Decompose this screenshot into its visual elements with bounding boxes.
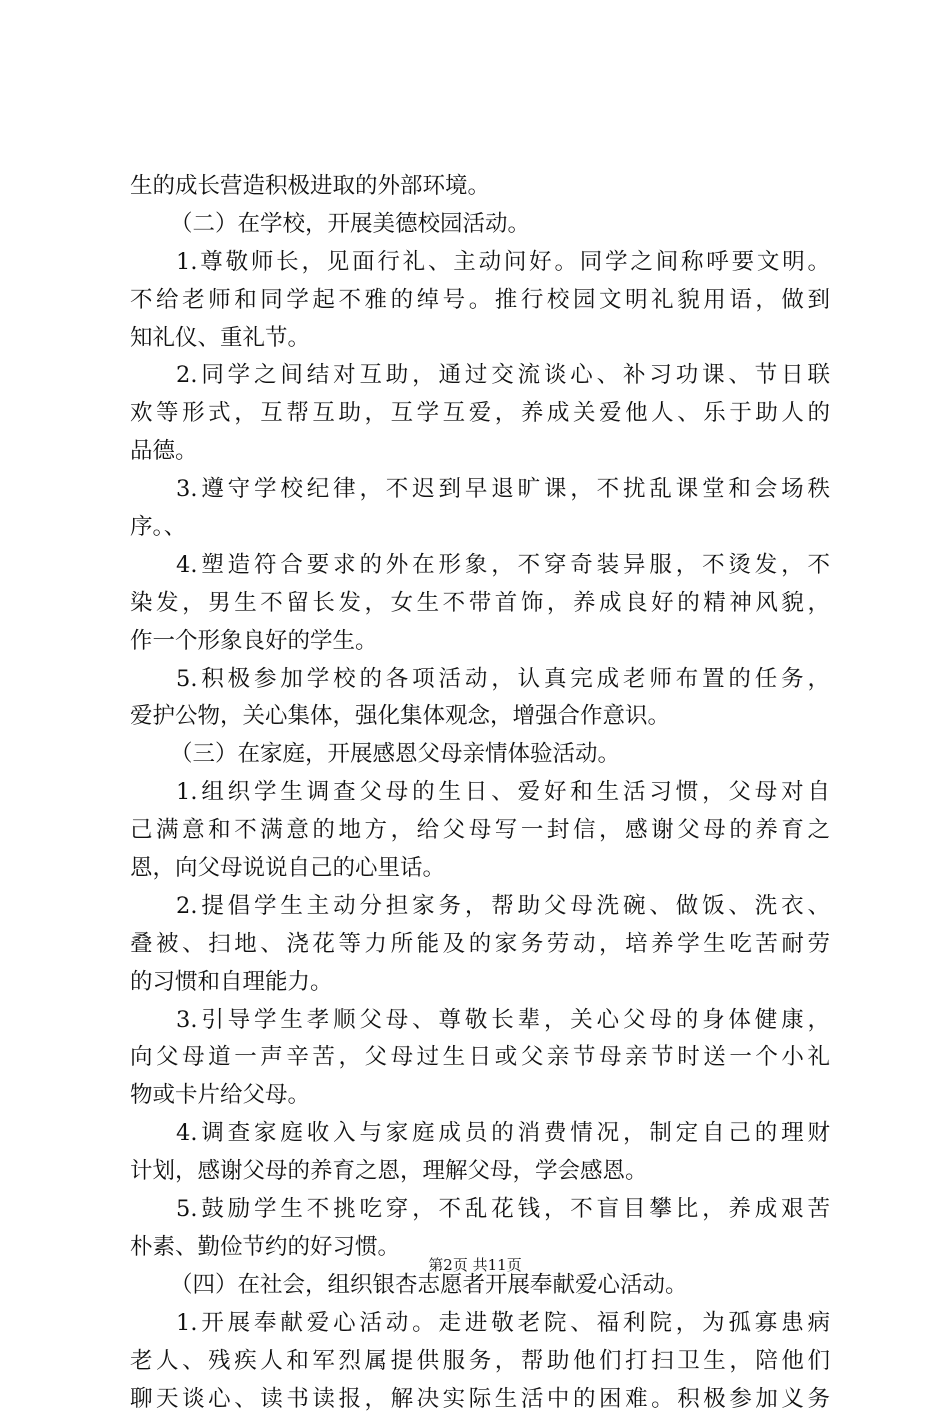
text-line: 欢等形式，互帮互助，互学互爱，养成关爱他人、乐于助人的 bbox=[130, 395, 830, 433]
text-line: 1.组织学生调查父母的生日、爱好和生活习惯，父母对自 bbox=[130, 774, 830, 812]
text-line: 计划，感谢父母的养育之恩，理解父母，学会感恩。 bbox=[130, 1153, 830, 1191]
text-line: 老人、残疾人和军烈属提供服务，帮助他们打扫卫生，陪他们 bbox=[130, 1343, 830, 1381]
text-line: 品德。 bbox=[130, 433, 830, 471]
text-line: 的习惯和自理能力。 bbox=[130, 964, 830, 1002]
page-footer: 第2页 共11页 bbox=[0, 1254, 950, 1275]
text-line: 物或卡片给父母。 bbox=[130, 1077, 830, 1115]
section-heading: （二）在学校，开展美德校园活动。 bbox=[130, 206, 830, 244]
text-line: 5.鼓励学生不挑吃穿，不乱花钱，不盲目攀比，养成艰苦 bbox=[130, 1191, 830, 1229]
text-line: 3.遵守学校纪律，不迟到早退旷课，不扰乱课堂和会场秩 bbox=[130, 471, 830, 509]
document-body bbox=[130, 168, 830, 1418]
text-line: 2.同学之间结对互助，通过交流谈心、补习功课、节日联 bbox=[130, 357, 830, 395]
text-line: 5.积极参加学校的各项活动，认真完成老师布置的任务， bbox=[130, 661, 830, 699]
text-line: 4.调查家庭收入与家庭成员的消费情况，制定自己的理财 bbox=[130, 1115, 830, 1153]
text-line: 恩，向父母说说自己的心里话。 bbox=[130, 850, 830, 888]
text-line: 序。、 bbox=[130, 509, 830, 547]
text-line: 4.塑造符合要求的外在形象，不穿奇装异服，不烫发，不 bbox=[130, 547, 830, 585]
text-line: 知礼仪、重礼节。 bbox=[130, 320, 830, 358]
text-line: 己满意和不满意的地方，给父母写一封信，感谢父母的养育之 bbox=[130, 812, 830, 850]
section-heading: （四）在社会，组织银杏志愿者开展奉献爱心活动。 bbox=[130, 1267, 830, 1305]
text-line: 爱护公物，关心集体，强化集体观念，增强合作意识。 bbox=[130, 698, 830, 736]
text-line: 染发，男生不留长发，女生不带首饰，养成良好的精神风貌， bbox=[130, 585, 830, 623]
text-line: 3.引导学生孝顺父母、尊敬长辈，关心父母的身体健康， bbox=[130, 1002, 830, 1040]
text-line: 聊天谈心、读书读报，解决实际生活中的困难。积极参加义务 bbox=[130, 1381, 830, 1418]
text-line: 向父母道一声辛苦，父母过生日或父亲节母亲节时送一个小礼 bbox=[130, 1039, 830, 1077]
section-heading: （三）在家庭，开展感恩父母亲情体验活动。 bbox=[130, 736, 830, 774]
text-line: 叠被、扫地、浇花等力所能及的家务劳动，培养学生吃苦耐劳 bbox=[130, 926, 830, 964]
text-line: 朴素、勤俭节约的好习惯。 bbox=[130, 1229, 830, 1267]
text-line: 不给老师和同学起不雅的绰号。推行校园文明礼貌用语，做到 bbox=[130, 282, 830, 320]
text-line: 作一个形象良好的学生。 bbox=[130, 623, 830, 661]
text-line: 1.尊敬师长，见面行礼、主动问好。同学之间称呼要文明。 bbox=[130, 244, 830, 282]
text-line: 2.提倡学生主动分担家务，帮助父母洗碗、做饭、洗衣、 bbox=[130, 888, 830, 926]
text-line: 1.开展奉献爱心活动。走进敬老院、福利院，为孤寡患病 bbox=[130, 1305, 830, 1343]
text-line: 生的成长营造积极进取的外部环境。 bbox=[130, 168, 830, 206]
